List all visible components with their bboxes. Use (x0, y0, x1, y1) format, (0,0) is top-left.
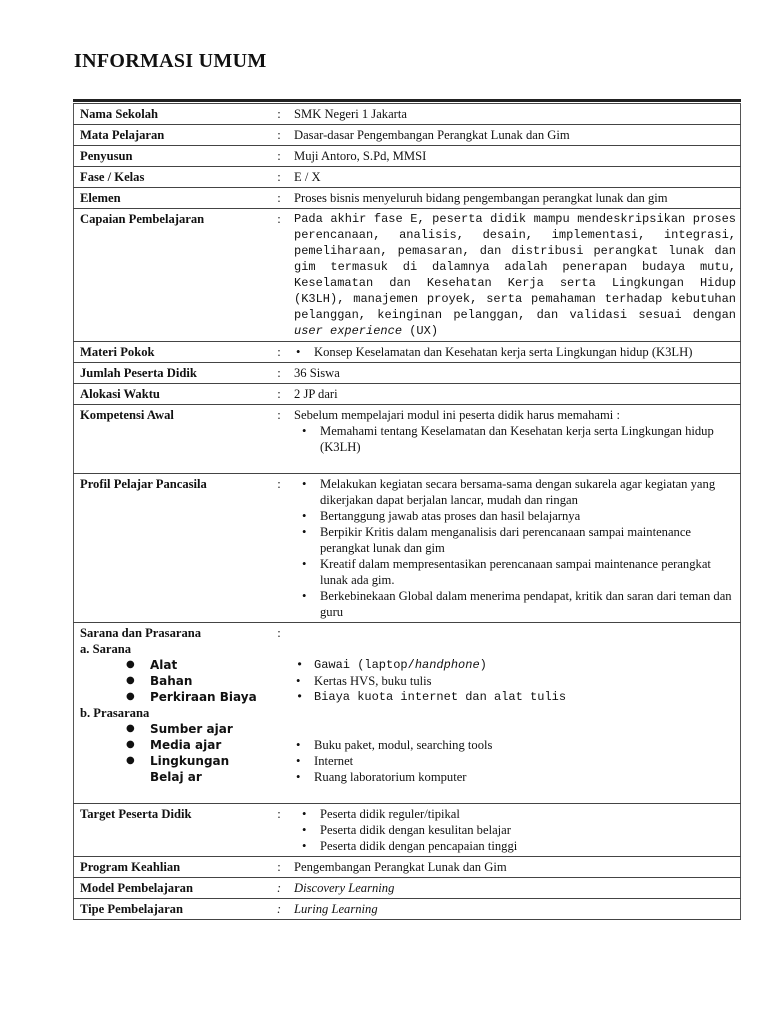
list-item: ● Perkiraan Biaya (126, 689, 264, 705)
row-program-keahlian (74, 857, 741, 878)
colon: : (268, 804, 288, 857)
colon: : (268, 405, 288, 474)
value-nama-sekolah: SMK Negeri 1 Jakarta (288, 104, 741, 125)
label-alokasi: Alokasi Waktu (74, 384, 269, 405)
prasarana-values (294, 737, 736, 785)
list-item: • Gawai (laptop/handphone) (294, 657, 736, 673)
list-item: • Berpikir Kritis dalam menganalisis dari perencanaan sampai maintenance perangkat lunak dan gim (294, 524, 736, 556)
colon: : (268, 363, 288, 384)
row-elemen (74, 188, 741, 209)
colon: : (268, 384, 288, 405)
list-item: • Peserta didik reguler/tipikal (294, 806, 736, 822)
profil-list (294, 476, 736, 620)
label-elemen: Elemen (74, 188, 269, 209)
list-item: • Berkebinekaan Global dalam menerima pendapat, kritik dan saran dari teman dan guru (294, 588, 736, 620)
label-materi: Materi Pokok (74, 342, 269, 363)
list-item: • Internet (294, 753, 736, 769)
sarana-values (294, 657, 736, 705)
label-nama-sekolah: Nama Sekolah (74, 104, 269, 125)
list-item: • Biaya kuota internet dan alat tulis (294, 689, 736, 705)
label-profil: Profil Pelajar Pancasila (74, 474, 269, 623)
value-tipe: Luring Learning (288, 899, 741, 920)
list-item: • Memahami tentang Keselamatan dan Kesehatan kerja serta Lingkungan hidup (K3LH) (294, 423, 736, 455)
value-capaian (288, 209, 741, 342)
row-materi-pokok (74, 342, 741, 363)
colon: : (268, 188, 288, 209)
row-penyusun (74, 146, 741, 167)
row-jumlah-peserta (74, 363, 741, 384)
label-model: Model Pembelajaran (74, 878, 269, 899)
target-list (294, 806, 736, 854)
list-item: • Buku paket, modul, searching tools (294, 737, 736, 753)
list-item: ● Media ajar (126, 737, 264, 753)
row-sarana-prasarana (74, 623, 741, 804)
list-item: • Peserta didik dengan kesulitan belajar (294, 822, 736, 838)
value-profil (288, 474, 741, 623)
label-capaian: Capaian Pembelajaran (74, 209, 269, 342)
colon: : (268, 878, 288, 899)
colon: : (268, 474, 288, 623)
colon: : (268, 209, 288, 342)
colon: : (268, 146, 288, 167)
colon: : (268, 167, 288, 188)
value-sarpras (288, 623, 741, 804)
list-item: • Konsep Keselamatan dan Kesehatan kerja serta Lingkungan hidup (K3LH) (294, 344, 736, 360)
list-item: ● Bahan (126, 673, 264, 689)
label-mata-pelajaran: Mata Pelajaran (74, 125, 269, 146)
label-fase-kelas: Fase / Kelas (74, 167, 269, 188)
sarana-heading: a. Sarana (80, 642, 132, 656)
general-info-table (73, 103, 741, 920)
value-jumlah: 36 Siswa (288, 363, 741, 384)
colon: : (268, 104, 288, 125)
value-materi (288, 342, 741, 363)
list-item: • Kreatif dalam mempresentasikan perencanaan sampai maintenance perangkat lunak ada gim. (294, 556, 736, 588)
prasarana-heading: b. Prasarana (80, 706, 150, 720)
colon: : (268, 125, 288, 146)
sarpras-title: Sarana dan Prasarana (80, 626, 202, 640)
list-item: • Kertas HVS, buku tulis (294, 673, 736, 689)
list-item: ● Sumber ajar (126, 721, 264, 737)
kompetensi-intro: Sebelum mempelajari modul ini peserta didik harus memahami : (294, 408, 620, 422)
colon: : (268, 857, 288, 878)
list-item: • Melakukan kegiatan secara bersama-sama dengan sukarela agar kegiatan yang dikerjakan dapat berjalan lancar, mudah dan ringan (294, 476, 736, 508)
row-fase-kelas (74, 167, 741, 188)
label-sarpras (74, 623, 269, 804)
value-fase-kelas: E / X (288, 167, 741, 188)
page-title: INFORMASI UMUM (74, 50, 267, 72)
value-alokasi: 2 JP dari (288, 384, 741, 405)
list-item: • Peserta didik dengan pencapaian tinggi (294, 838, 736, 854)
sarana-list (80, 657, 264, 705)
capaian-italic: user experience (294, 324, 403, 338)
value-elemen: Proses bisnis menyeluruh bidang pengembangan perangkat lunak dan gim (288, 188, 741, 209)
materi-list (294, 344, 736, 360)
label-tipe: Tipe Pembelajaran (74, 899, 269, 920)
list-item: ● Lingkungan Belaj ar (126, 753, 264, 785)
row-model-pembelajaran (74, 878, 741, 899)
row-target-peserta (74, 804, 741, 857)
label-target: Target Peserta Didik (74, 804, 269, 857)
colon: : (268, 342, 288, 363)
label-jumlah: Jumlah Peserta Didik (74, 363, 269, 384)
list-item: • Bertanggung jawab atas proses dan hasil belajarnya (294, 508, 736, 524)
label-program: Program Keahlian (74, 857, 269, 878)
prasarana-list (80, 721, 264, 785)
value-mata-pelajaran: Dasar-dasar Pengembangan Perangkat Lunak dan Gim (288, 125, 741, 146)
value-program: Pengembangan Perangkat Lunak dan Gim (288, 857, 741, 878)
value-kompetensi (288, 405, 741, 474)
label-kompetensi: Kompetensi Awal (74, 405, 269, 474)
list-item: • Ruang laboratorium komputer (294, 769, 736, 785)
row-nama-sekolah (74, 104, 741, 125)
value-target (288, 804, 741, 857)
colon: : (268, 899, 288, 920)
label-penyusun: Penyusun (74, 146, 269, 167)
capaian-text: Pada akhir fase E, peserta didik mampu mendeskripsikan proses perencanaan, analisis, desain, implementasi, integrasi, pemeliharaan, pemasaran, dan distribusi perangkat lunak dan gim termasuk di dalamnya adalah penerapan budaya mutu, Keselamatan dan Kesehatan Kerja serta Lingkungan Hidup (K3LH), manajemen proyek, serta pemahaman terhadap kebutuhan pelanggan, keinginan pelanggan, dan validasi sesuai dengan (294, 212, 736, 322)
row-tipe-pembelajaran (74, 899, 741, 920)
value-penyusun: Muji Antoro, S.Pd, MMSI (288, 146, 741, 167)
kompetensi-list (294, 423, 736, 455)
list-item: ● Alat (126, 657, 264, 673)
value-model: Discovery Learning (288, 878, 741, 899)
colon: : (268, 623, 288, 804)
row-kompetensi-awal (74, 405, 741, 474)
row-alokasi-waktu (74, 384, 741, 405)
row-mata-pelajaran (74, 125, 741, 146)
row-profil-pelajar (74, 474, 741, 623)
capaian-tail: (UX) (402, 324, 439, 338)
row-capaian-pembelajaran (74, 209, 741, 342)
title-divider (73, 99, 741, 102)
